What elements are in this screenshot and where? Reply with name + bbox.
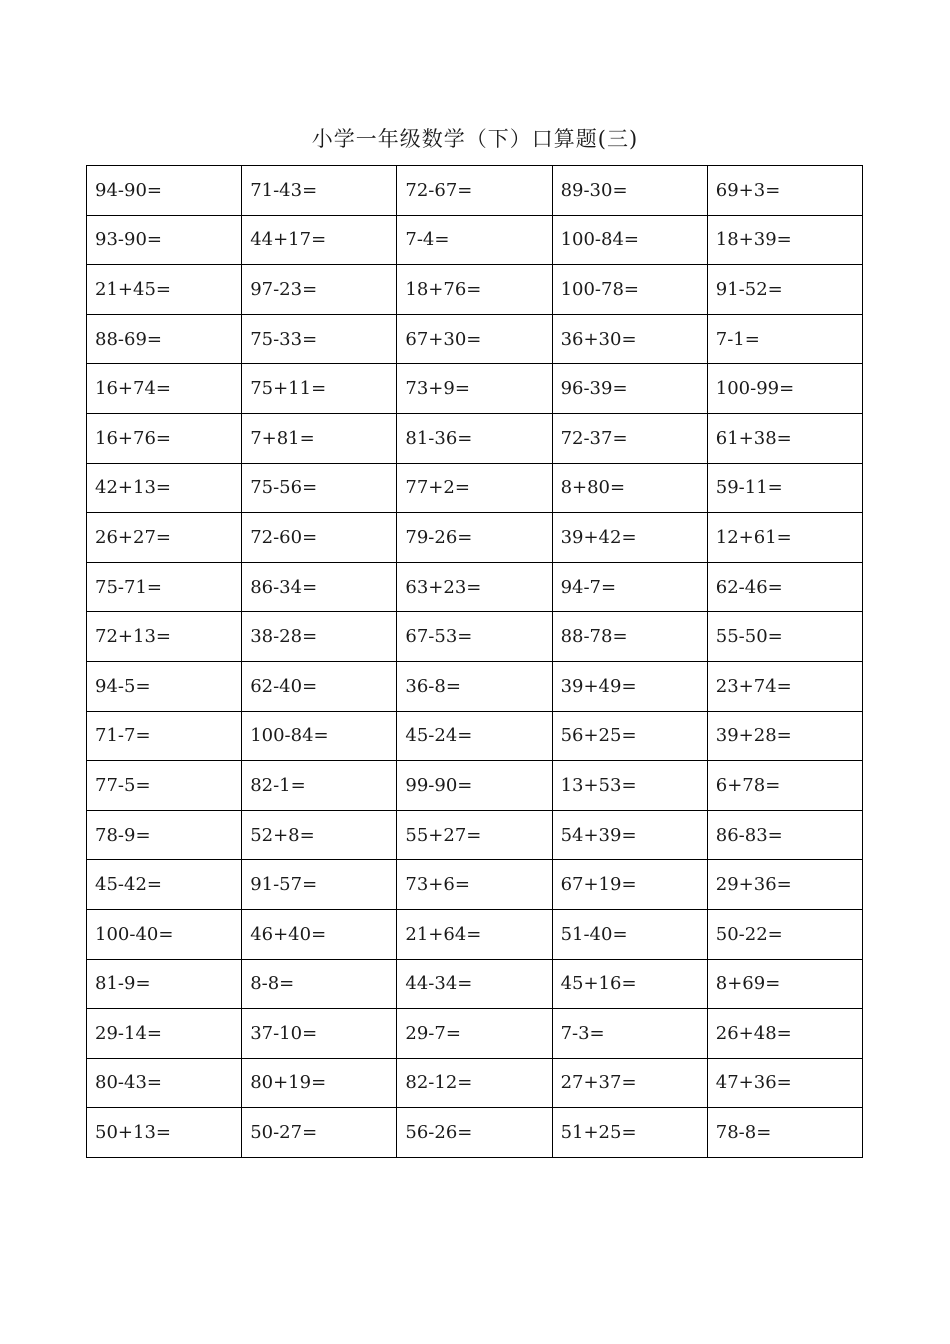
table-row [87,513,863,563]
table-row [87,810,863,860]
problem-cell: 72+13= [87,612,242,662]
problem-cell: 21+64= [397,909,552,959]
problem-cell: 39+49= [552,661,707,711]
problem-cell: 72-67= [397,166,552,216]
problem-cell: 62-46= [707,562,862,612]
problem-cell: 42+13= [87,463,242,513]
problem-cell: 73+6= [397,860,552,910]
problem-cell: 54+39= [552,810,707,860]
problem-cell: 72-37= [552,413,707,463]
problem-cell: 7-1= [707,314,862,364]
problem-cell: 80+19= [242,1058,397,1108]
table-row [87,909,863,959]
table-row [87,562,863,612]
problem-cell: 96-39= [552,364,707,414]
table-row [87,612,863,662]
table-row [87,166,863,216]
problem-cell: 100-84= [242,711,397,761]
problem-cell: 88-78= [552,612,707,662]
problem-cell: 38-28= [242,612,397,662]
problem-cell: 67+30= [397,314,552,364]
problem-cell: 82-1= [242,761,397,811]
problem-cell: 45-42= [87,860,242,910]
table-row [87,364,863,414]
problem-cell: 29-7= [397,1009,552,1059]
problem-cell: 56+25= [552,711,707,761]
table-row [87,1058,863,1108]
table-row [87,463,863,513]
problem-cell: 39+42= [552,513,707,563]
problem-cell: 50-27= [242,1108,397,1158]
problem-cell: 81-36= [397,413,552,463]
problem-cell: 80-43= [87,1058,242,1108]
problem-cell: 52+8= [242,810,397,860]
problem-cell: 67-53= [397,612,552,662]
problem-cell: 18+39= [707,215,862,265]
problem-cell: 94-90= [87,166,242,216]
problem-cell: 73+9= [397,364,552,414]
problem-cell: 51-40= [552,909,707,959]
problem-cell: 81-9= [87,959,242,1009]
problem-cell: 23+74= [707,661,862,711]
problem-cell: 100-84= [552,215,707,265]
problem-cell: 86-34= [242,562,397,612]
problem-cell: 44+17= [242,215,397,265]
problem-cell: 71-7= [87,711,242,761]
problem-cell: 7+81= [242,413,397,463]
problem-cell: 12+61= [707,513,862,563]
problem-cell: 91-52= [707,265,862,315]
problem-cell: 93-90= [87,215,242,265]
problem-cell: 77+2= [397,463,552,513]
problem-cell: 61+38= [707,413,862,463]
problem-cell: 97-23= [242,265,397,315]
problem-cell: 26+27= [87,513,242,563]
problem-cell: 59-11= [707,463,862,513]
problem-cell: 16+76= [87,413,242,463]
problem-table-body [87,166,863,1158]
problem-cell: 86-83= [707,810,862,860]
problem-cell: 91-57= [242,860,397,910]
problem-cell: 18+76= [397,265,552,315]
problem-cell: 55+27= [397,810,552,860]
problem-cell: 56-26= [397,1108,552,1158]
problem-cell: 100-99= [707,364,862,414]
problem-cell: 71-43= [242,166,397,216]
problem-cell: 44-34= [397,959,552,1009]
problem-cell: 29+36= [707,860,862,910]
page-title: 小学一年级数学（下）口算题(三) [311,127,639,151]
problem-cell: 36+30= [552,314,707,364]
problem-cell: 45+16= [552,959,707,1009]
problem-cell: 72-60= [242,513,397,563]
problem-cell: 46+40= [242,909,397,959]
problem-cell: 7-4= [397,215,552,265]
problem-cell: 50-22= [707,909,862,959]
problem-cell: 100-40= [87,909,242,959]
problem-cell: 75+11= [242,364,397,414]
problem-cell: 8+80= [552,463,707,513]
problem-cell: 8+69= [707,959,862,1009]
problem-cell: 75-71= [87,562,242,612]
table-row [87,215,863,265]
table-row [87,860,863,910]
problem-cell: 8-8= [242,959,397,1009]
problem-cell: 75-56= [242,463,397,513]
problem-cell: 55-50= [707,612,862,662]
problem-cell: 7-3= [552,1009,707,1059]
problem-cell: 62-40= [242,661,397,711]
problem-cell: 47+36= [707,1058,862,1108]
problem-cell: 51+25= [552,1108,707,1158]
table-row [87,1108,863,1158]
problem-cell: 94-7= [552,562,707,612]
problem-cell: 13+53= [552,761,707,811]
table-row [87,265,863,315]
problem-cell: 88-69= [87,314,242,364]
table-row [87,711,863,761]
problem-cell: 94-5= [87,661,242,711]
problem-cell: 37-10= [242,1009,397,1059]
problem-cell: 78-9= [87,810,242,860]
table-row [87,1009,863,1059]
problem-cell: 39+28= [707,711,862,761]
problem-cell: 75-33= [242,314,397,364]
problem-cell: 82-12= [397,1058,552,1108]
problem-cell: 16+74= [87,364,242,414]
table-row [87,413,863,463]
problem-cell: 67+19= [552,860,707,910]
table-row [87,661,863,711]
problem-cell: 6+78= [707,761,862,811]
problem-cell: 50+13= [87,1108,242,1158]
problem-cell: 36-8= [397,661,552,711]
table-row [87,314,863,364]
problem-cell: 79-26= [397,513,552,563]
problem-cell: 69+3= [707,166,862,216]
problem-cell: 89-30= [552,166,707,216]
problem-cell: 21+45= [87,265,242,315]
problem-cell: 29-14= [87,1009,242,1059]
problem-cell: 100-78= [552,265,707,315]
problem-cell: 26+48= [707,1009,862,1059]
problem-cell: 27+37= [552,1058,707,1108]
problem-cell: 77-5= [87,761,242,811]
problem-cell: 45-24= [397,711,552,761]
table-row [87,761,863,811]
problem-cell: 99-90= [397,761,552,811]
table-row [87,959,863,1009]
problem-cell: 63+23= [397,562,552,612]
problem-table [86,165,863,1158]
problem-cell: 78-8= [707,1108,862,1158]
